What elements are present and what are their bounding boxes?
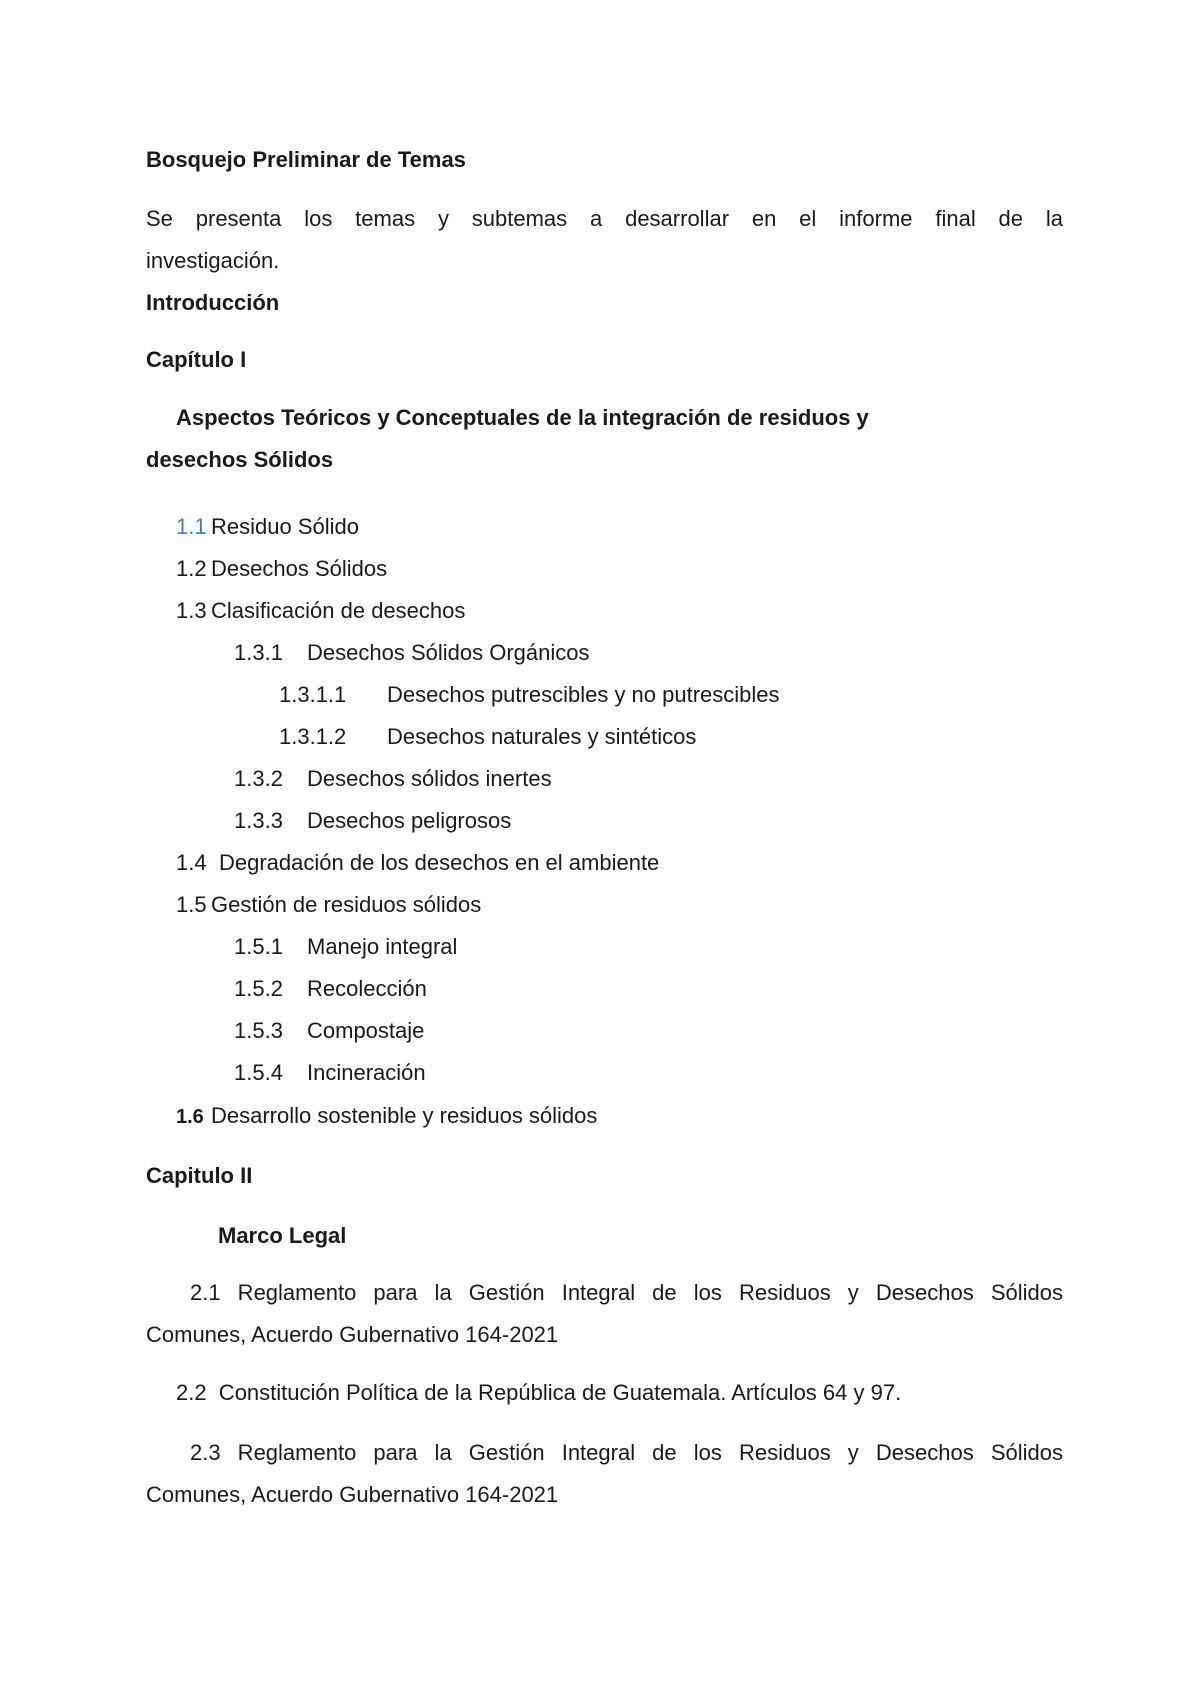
legal-item-2-2: 2.2 Constitución Política de la República de Guatemala. Artículos 64 y 97. — [176, 1380, 902, 1405]
outline-number: 1.5.1 — [234, 934, 283, 959]
outline-item — [234, 808, 511, 834]
outline-text: Desechos peligrosos — [307, 808, 512, 833]
outline-number: 1.6 — [176, 1106, 204, 1128]
outline-item — [176, 514, 359, 540]
intro-paragraph-line-1: Se presenta los temas y subtemas a desarrollar en el informe final de la — [146, 206, 1063, 231]
outline-number: 1.3.1.2 — [279, 724, 347, 749]
heading-introduccion: Introducción — [146, 290, 280, 315]
outline-number: 1.3.2 — [234, 766, 283, 791]
outline-number: 1.5.2 — [234, 976, 283, 1001]
outline-number: 1.5 — [176, 892, 207, 917]
outline-item — [234, 766, 552, 792]
outline-number: 1.3 — [176, 598, 207, 623]
outline-text: Desarrollo sostenible y residuos sólidos — [211, 1103, 598, 1128]
outline-text: Desechos putrescibles y no putrescibles — [387, 682, 780, 707]
chapter-1-label: Capítulo I — [146, 347, 247, 372]
outline-text: Compostaje — [307, 1018, 425, 1043]
outline-item — [176, 556, 387, 582]
legal-item-2-1-line-2: Comunes, Acuerdo Gubernativo 164-2021 — [146, 1322, 559, 1347]
document-title: Bosquejo Preliminar de Temas — [146, 147, 466, 172]
outline-item — [279, 724, 696, 750]
outline-number: 1.3.1 — [234, 640, 283, 665]
outline-item — [234, 934, 457, 960]
outline-item — [176, 850, 659, 876]
outline-text: Desechos naturales y sintéticos — [387, 724, 697, 749]
outline-text: Desechos Sólidos Orgánicos — [307, 640, 590, 665]
outline-number: 1.3.3 — [234, 808, 283, 833]
outline-number: 1.1 — [176, 514, 207, 539]
outline-text: Incineración — [307, 1060, 426, 1085]
outline-item — [234, 640, 589, 666]
chapter-1-heading-line-1: Aspectos Teóricos y Conceptuales de la integración de residuos y — [176, 405, 869, 430]
chapter-2-heading: Marco Legal — [218, 1223, 347, 1248]
chapter-2-label: Capitulo II — [146, 1163, 253, 1188]
outline-text: Desechos sólidos inertes — [307, 766, 552, 791]
legal-item-2-3-line-1: 2.3 Reglamento para la Gestión Integral de los Residuos y Desechos Sólidos — [190, 1440, 1063, 1465]
outline-item — [176, 1103, 597, 1130]
chapter-1-heading-line-2: desechos Sólidos — [146, 447, 334, 472]
outline-text: Degradación de los desechos en el ambiente — [219, 850, 660, 875]
outline-item — [234, 976, 427, 1002]
outline-text: Manejo integral — [307, 934, 458, 959]
outline-text: Recolección — [307, 976, 427, 1001]
legal-item-2-3-line-2: Comunes, Acuerdo Gubernativo 164-2021 — [146, 1482, 559, 1507]
outline-item — [176, 892, 481, 918]
outline-text: Residuo Sólido — [211, 514, 359, 539]
outline-number: 1.4 — [176, 850, 207, 875]
outline-item — [234, 1018, 424, 1044]
outline-number: 1.5.3 — [234, 1018, 283, 1043]
outline-number: 1.2 — [176, 556, 207, 581]
outline-text: Gestión de residuos sólidos — [211, 892, 482, 917]
intro-paragraph-line-2: investigación. — [146, 248, 280, 273]
outline-item — [176, 598, 465, 624]
outline-text: Desechos Sólidos — [211, 556, 388, 581]
outline-number: 1.3.1.1 — [279, 682, 347, 707]
outline-item — [279, 682, 780, 708]
outline-number: 1.5.4 — [234, 1060, 283, 1085]
outline-item — [234, 1060, 426, 1086]
legal-item-2-1-line-1: 2.1 Reglamento para la Gestión Integral de los Residuos y Desechos Sólidos — [190, 1280, 1063, 1305]
outline-text: Clasificación de desechos — [211, 598, 466, 623]
